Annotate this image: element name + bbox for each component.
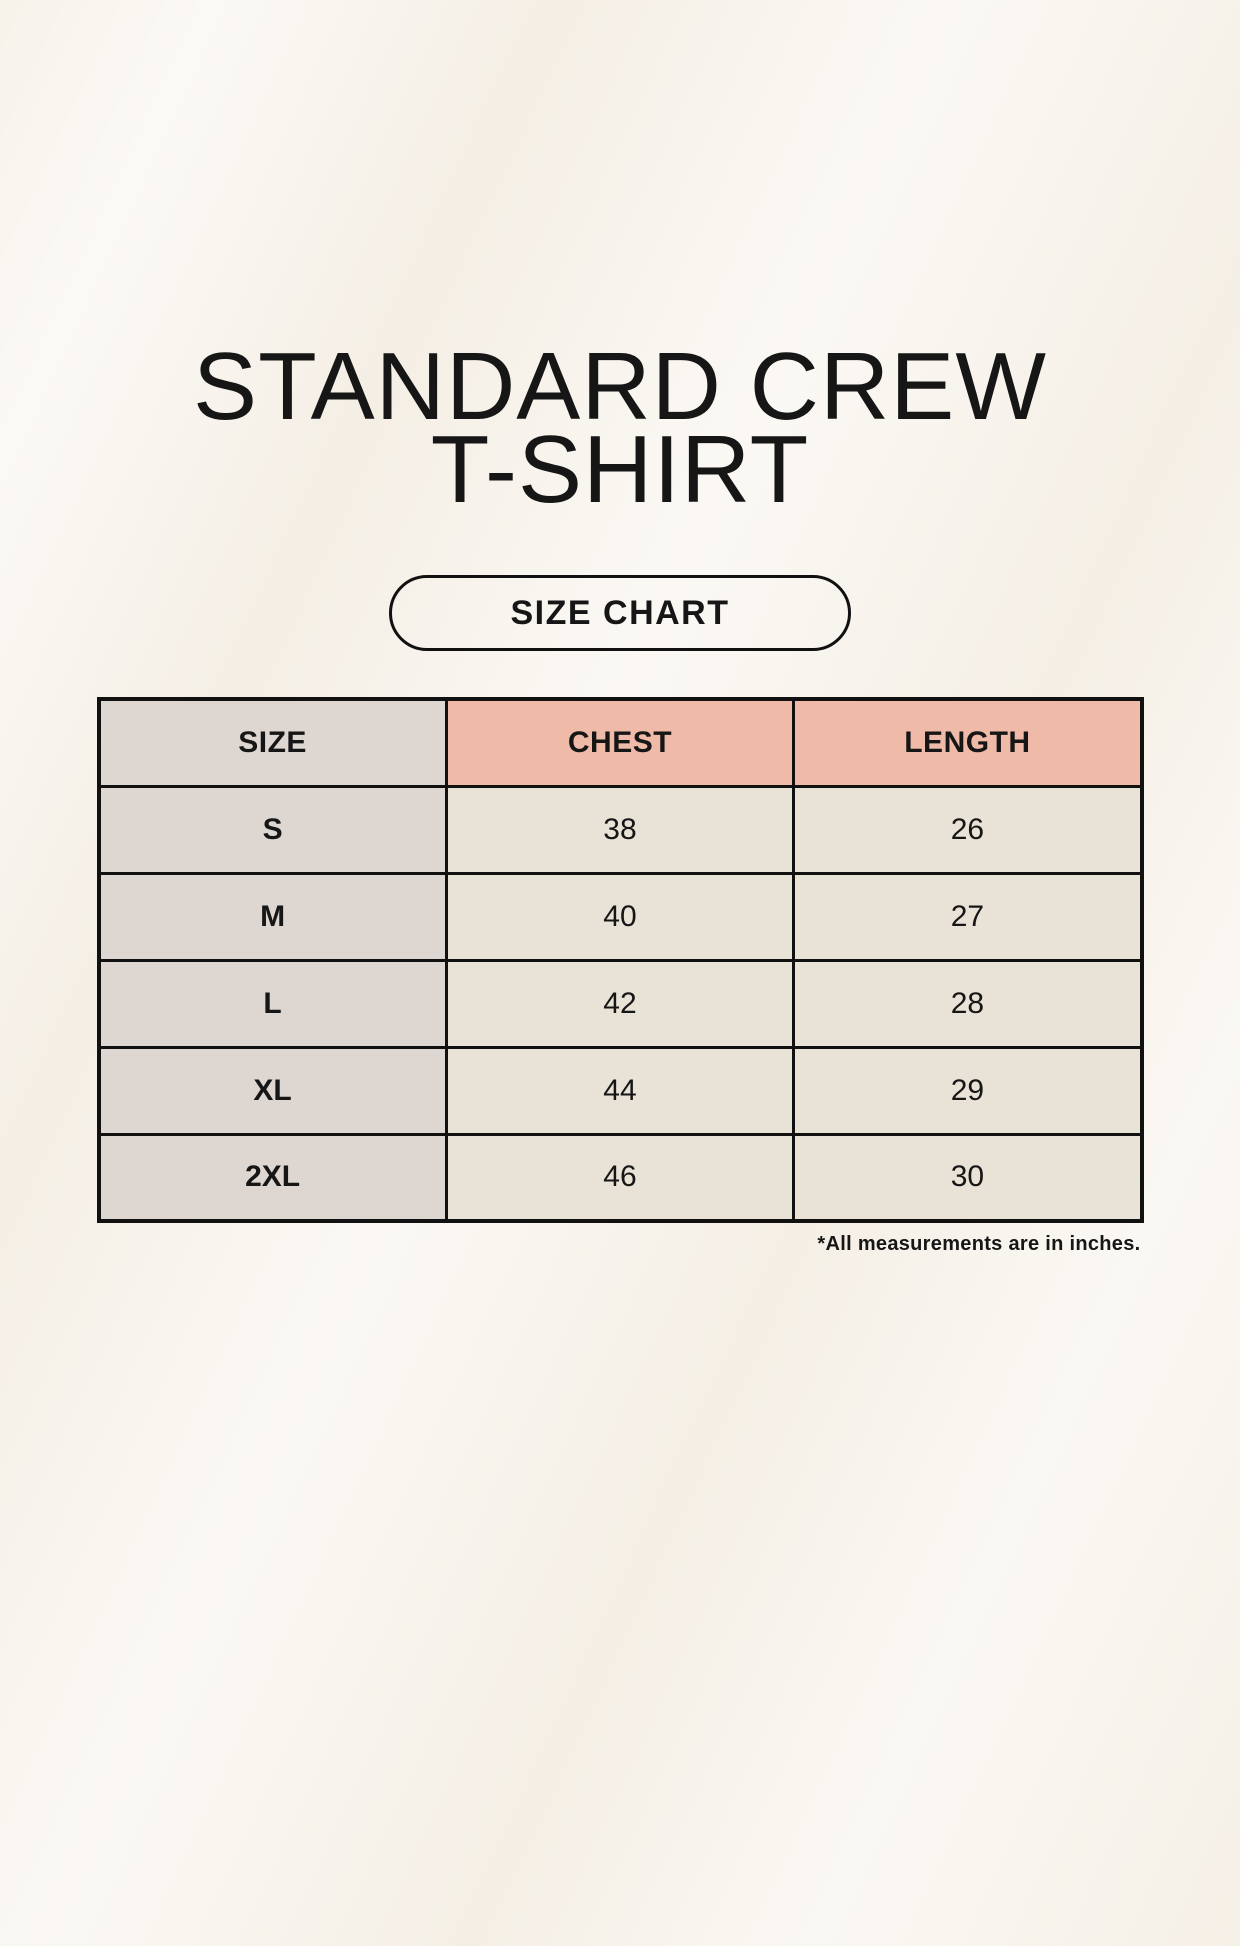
length-value: 28 — [794, 960, 1142, 1047]
table-row — [99, 786, 1142, 873]
column-header-size: SIZE — [99, 699, 447, 786]
size-label: XL — [99, 1047, 447, 1134]
page-title — [0, 333, 1240, 523]
measurements-footnote: *All measurements are in inches. — [817, 1233, 1141, 1256]
chest-value: 40 — [446, 873, 794, 960]
chest-value: 46 — [446, 1134, 794, 1221]
size-label: L — [99, 960, 447, 1047]
size-label: 2XL — [99, 1134, 447, 1221]
table-header-row — [99, 699, 1142, 786]
length-value: 26 — [794, 786, 1142, 873]
size-label: M — [99, 873, 447, 960]
chest-value: 42 — [446, 960, 794, 1047]
size-chart-button[interactable]: SIZE CHART — [389, 575, 851, 651]
size-chart-table — [97, 697, 1144, 1223]
table-row — [99, 873, 1142, 960]
chest-value: 44 — [446, 1047, 794, 1134]
chest-value: 38 — [446, 786, 794, 873]
column-header-length: LENGTH — [794, 699, 1142, 786]
length-value: 27 — [794, 873, 1142, 960]
size-label: S — [99, 786, 447, 873]
page-title-line-1: STANDARD CREW — [193, 333, 1047, 440]
table-row — [99, 1047, 1142, 1134]
table-row — [99, 960, 1142, 1047]
length-value: 30 — [794, 1134, 1142, 1221]
table-row — [99, 1134, 1142, 1221]
column-header-chest: CHEST — [446, 699, 794, 786]
page-title-line-2: T-SHIRT — [430, 415, 810, 523]
length-value: 29 — [794, 1047, 1142, 1134]
